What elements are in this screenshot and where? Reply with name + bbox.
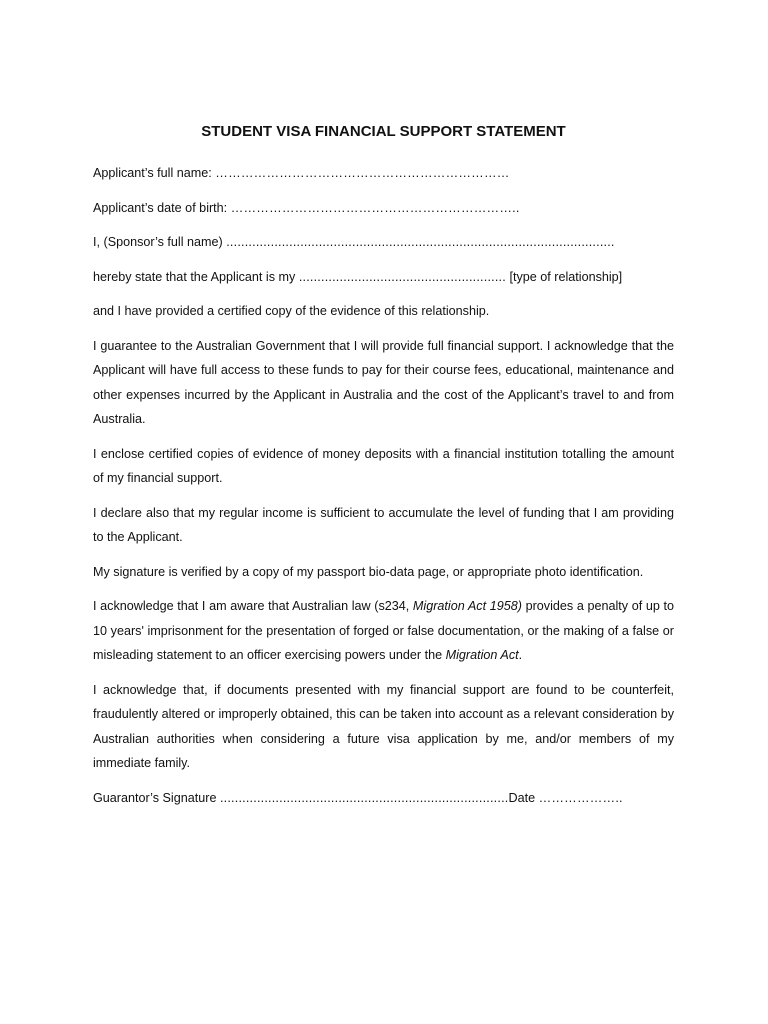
document-title: STUDENT VISA FINANCIAL SUPPORT STATEMENT xyxy=(201,123,566,140)
sponsor-name-line xyxy=(93,230,674,255)
penalty-act-1: Migration Act 1958) xyxy=(412,599,522,613)
penalty-text-1: I acknowledge that I am aware that Australian law (s234, xyxy=(93,599,413,613)
relationship-line xyxy=(93,265,674,290)
signature-blank: .............................................................................. xyxy=(219,790,509,805)
applicant-name-line xyxy=(93,161,674,186)
signature-line xyxy=(93,786,674,811)
applicant-dob-label: Applicant’s date of birth: xyxy=(93,200,228,215)
relationship-suffix: [type of relationship] xyxy=(509,269,623,284)
paragraph-deposits: I enclose certified copies of evidence of money deposits with a financial institution totalling the amount of my financial support. xyxy=(93,446,674,485)
paragraph-evidence: and I have provided a certified copy of the evidence of this relationship. xyxy=(93,304,490,318)
penalty-act-2: Migration Act xyxy=(445,648,519,662)
paragraph-penalty xyxy=(93,594,674,668)
applicant-dob-blank: ………………………………………………………….. xyxy=(230,200,520,215)
penalty-text-2: provides a penalty of up to 10 years' imprisonment for the presentation of forged or false documentation, or the making of a false or misleading statement to an officer exercising powers under the xyxy=(93,599,674,662)
paragraph-signature-verification: My signature is verified by a copy of my passport bio-data page, or appropriate photo identification. xyxy=(93,564,644,579)
relationship-blank: ........................................................ xyxy=(298,269,506,284)
paragraph-income: I declare also that my regular income is sufficient to accumulate the level of funding that I am providing to the Applicant. xyxy=(93,505,674,544)
paragraph-guarantee: I guarantee to the Australian Government that I will provide full financial support. I acknowledge that the Applicant will have full access to these funds to pay for their course fees, educational, maintenance and other expenses incurred by the Applicant in Australia and the cost of the Applicant’s travel to and from Australia. xyxy=(93,338,674,426)
sponsor-name-blank: ......................................................................................................... xyxy=(226,235,615,249)
date-blank: ……………….. xyxy=(538,790,623,805)
signature-label: Guarantor’s Signature xyxy=(93,790,217,805)
penalty-text-3: . xyxy=(518,648,523,662)
sponsor-name-label: I, (Sponsor’s full name) xyxy=(93,235,223,249)
paragraph-counterfeit: I acknowledge that, if documents presented with my financial support are found to be counterfeit, fraudulently altered or improperly obtained, this can be taken into account as a relevant consideration by Australian authorities when considering a future visa application by me, and/or members of my immediate family. xyxy=(93,682,674,770)
applicant-name-blank: …………………………………………………………… xyxy=(215,166,510,180)
applicant-dob-line xyxy=(93,196,674,221)
relationship-label: hereby state that the Applicant is my xyxy=(93,269,296,284)
document-content xyxy=(93,122,674,820)
applicant-name-label: Applicant’s full name: xyxy=(93,166,212,180)
date-label: Date xyxy=(508,790,536,805)
